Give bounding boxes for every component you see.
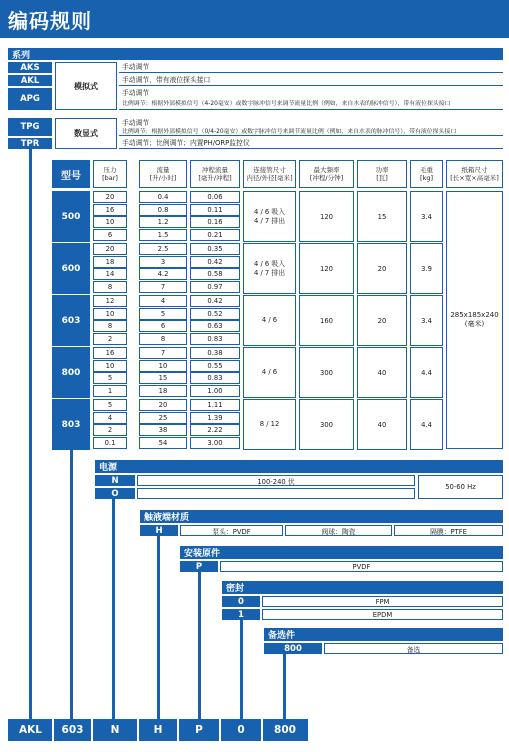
stroke-volume-cell: 2.22 bbox=[190, 424, 240, 436]
series-code-tpg: TPG bbox=[8, 118, 52, 136]
power-cell: 20 bbox=[357, 243, 407, 294]
power-header bbox=[95, 460, 503, 473]
header-tube: 连接管尺寸 内径/外径[毫米] bbox=[243, 160, 296, 188]
model-header: 型号 bbox=[52, 160, 90, 188]
pressure-cell: 1 bbox=[93, 385, 127, 397]
stroke-volume-cell: 0.35 bbox=[190, 243, 240, 255]
weight-cell: 3.9 bbox=[410, 243, 443, 294]
power-cell: 40 bbox=[357, 347, 407, 398]
seal-header-label: 密封 bbox=[226, 584, 245, 594]
tube-size-cell: 8 / 12 bbox=[243, 399, 296, 450]
pressure-cell: 5 bbox=[93, 372, 127, 384]
flow-cell: 18 bbox=[139, 385, 187, 397]
header-stroke-volume: 冲程流量 [毫升/冲程] bbox=[190, 160, 240, 188]
stroke-volume-cell: 1.11 bbox=[190, 399, 240, 411]
stroke-volume-cell: 0.55 bbox=[190, 360, 240, 372]
pressure-cell: 10 bbox=[93, 360, 127, 372]
flow-cell: 38 bbox=[139, 424, 187, 436]
power-blank-cell bbox=[137, 488, 415, 499]
mounting-value: PVDF bbox=[220, 561, 503, 572]
series-desc-tpg-2: 比例调节：根据外部模拟信号（0/4-20毫安）或数字脉冲信号来调节流量比例（例如，来自水表的脉冲信号），带有液位探头接口 bbox=[119, 127, 503, 136]
series-desc-aks: 手动调节 bbox=[119, 62, 503, 73]
wetted-connector-line bbox=[157, 536, 160, 719]
stroke-volume-cell: 0.58 bbox=[190, 268, 240, 280]
series-header bbox=[8, 48, 503, 60]
series-connector-line bbox=[29, 149, 32, 719]
bottom-code-mounting: P bbox=[178, 719, 220, 741]
series-code-tpr: TPR bbox=[8, 138, 52, 149]
model-code: 500 bbox=[52, 191, 90, 242]
pressure-cell: 20 bbox=[93, 243, 127, 255]
pressure-cell: 14 bbox=[93, 268, 127, 280]
pressure-cell: 8 bbox=[93, 281, 127, 293]
pressure-cell: 20 bbox=[93, 191, 127, 203]
flow-cell: 4.2 bbox=[139, 268, 187, 280]
pressure-cell: 16 bbox=[93, 347, 127, 359]
tube-size-cell: 4 / 6 bbox=[243, 347, 296, 398]
stroke-volume-cell: 0.06 bbox=[190, 191, 240, 203]
stroke-volume-cell: 1.39 bbox=[190, 412, 240, 424]
flow-cell: 8 bbox=[139, 333, 187, 345]
pressure-cell: 6 bbox=[93, 229, 127, 241]
bottom-sep bbox=[177, 719, 179, 741]
stroke-volume-cell: 0.38 bbox=[190, 347, 240, 359]
bottom-code-model: 603 bbox=[53, 719, 92, 741]
flow-cell: 7 bbox=[139, 281, 187, 293]
series-code-akl: AKL bbox=[8, 75, 52, 86]
wetted-header-label: 触液端材质 bbox=[144, 513, 190, 523]
power-code-n: N bbox=[95, 475, 135, 486]
flow-cell: 5 bbox=[139, 308, 187, 320]
max-frequency-cell: 300 bbox=[299, 399, 354, 450]
options-header bbox=[264, 628, 503, 641]
seal-header bbox=[222, 581, 503, 594]
pressure-cell: 10 bbox=[93, 308, 127, 320]
series-desc-tpr: 手动调节；比例调节；内置PH/ORP监控仪 bbox=[119, 138, 503, 149]
wetted-pump-head: 泵头：PVDF bbox=[180, 525, 283, 536]
wetted-valve-ball: 阀球：陶瓷 bbox=[285, 525, 392, 536]
bottom-sep bbox=[91, 719, 93, 741]
analog-label: 模拟式 bbox=[55, 62, 117, 110]
flow-cell: 1.5 bbox=[139, 229, 187, 241]
seal-value-fpm: FPM bbox=[262, 596, 503, 607]
power-voltage: 100-240 伏 bbox=[137, 475, 415, 486]
flow-cell: 0.8 bbox=[139, 204, 187, 216]
series-header-label: 系列 bbox=[12, 50, 31, 61]
series-desc-tpg-1: 手动调节 bbox=[122, 119, 150, 127]
power-frequency: 50-60 Hz bbox=[418, 475, 503, 499]
title-bar bbox=[0, 0, 509, 38]
pressure-cell: 12 bbox=[93, 295, 127, 307]
flow-cell: 2.5 bbox=[139, 243, 187, 255]
series-desc-apg-1: 手动调节 bbox=[122, 89, 150, 97]
power-header-label: 电源 bbox=[99, 463, 118, 473]
header-max-frequency: 最大频率 [冲程/分钟] bbox=[299, 160, 354, 188]
flow-cell: 20 bbox=[139, 399, 187, 411]
max-frequency-cell: 120 bbox=[299, 191, 354, 242]
bottom-code-series: AKL bbox=[8, 719, 53, 741]
series-desc-akl: 手动调节，带有液位探头接口 bbox=[119, 75, 503, 86]
options-connector-line bbox=[283, 654, 286, 719]
model-connector-line bbox=[70, 449, 73, 719]
pressure-cell: 18 bbox=[93, 256, 127, 268]
flow-cell: 0.4 bbox=[139, 191, 187, 203]
model-code: 803 bbox=[52, 399, 90, 450]
seal-code-0: 0 bbox=[222, 596, 260, 607]
pressure-cell: 16 bbox=[93, 204, 127, 216]
model-code: 800 bbox=[52, 347, 90, 398]
stroke-volume-cell: 0.52 bbox=[190, 308, 240, 320]
stroke-volume-cell: 0.83 bbox=[190, 333, 240, 345]
options-value: 备选 bbox=[324, 643, 503, 654]
bottom-code-wetted: H bbox=[138, 719, 178, 741]
stroke-volume-cell: 0.63 bbox=[190, 320, 240, 332]
series-code-aks: AKS bbox=[8, 62, 52, 73]
digital-label: 数显式 bbox=[55, 118, 117, 149]
wetted-code-h: H bbox=[140, 525, 178, 536]
flow-cell: 54 bbox=[139, 437, 187, 449]
stroke-volume-cell: 0.83 bbox=[190, 372, 240, 384]
flow-cell: 4 bbox=[139, 295, 187, 307]
weight-cell: 3.4 bbox=[410, 295, 443, 346]
max-frequency-cell: 120 bbox=[299, 243, 354, 294]
tube-size-cell: 4 / 6 吸入 4 / 7 排出 bbox=[243, 191, 296, 242]
seal-value-epdm: EPDM bbox=[262, 609, 503, 620]
power-connector-line bbox=[112, 499, 115, 719]
header-pressure: 压力 [bar] bbox=[93, 160, 127, 188]
stroke-volume-cell: 3.00 bbox=[190, 437, 240, 449]
bottom-sep bbox=[52, 719, 54, 741]
tube-size-cell: 4 / 6 吸入 4 / 7 排出 bbox=[243, 243, 296, 294]
mounting-code-p: P bbox=[180, 561, 218, 572]
stroke-volume-cell: 0.42 bbox=[190, 295, 240, 307]
stroke-volume-cell: 0.16 bbox=[190, 216, 240, 228]
bottom-sep bbox=[137, 719, 139, 741]
weight-cell: 4.4 bbox=[410, 347, 443, 398]
seal-connector-line bbox=[240, 620, 243, 719]
bottom-code-power: N bbox=[92, 719, 138, 741]
mounting-header-label: 安装原件 bbox=[184, 549, 221, 559]
stroke-volume-cell: 0.21 bbox=[190, 229, 240, 241]
power-code-o: O bbox=[95, 488, 135, 499]
series-desc-apg-2: 比例调节：根据外部模拟信号（4-20毫安）或数字脉冲信号来调节流量比例（例如，来自水表的脉冲信号），带有液位探头接口 bbox=[119, 99, 503, 110]
box-size-value: 285x185x240 (毫米) bbox=[446, 191, 503, 449]
flow-cell: 6 bbox=[139, 320, 187, 332]
flow-cell: 7 bbox=[139, 347, 187, 359]
series-code-apg: APG bbox=[8, 88, 52, 110]
pressure-cell: 2 bbox=[93, 333, 127, 345]
page-title: 编码规则 bbox=[8, 9, 92, 33]
power-cell: 15 bbox=[357, 191, 407, 242]
wetted-header bbox=[140, 510, 503, 523]
mounting-header bbox=[180, 546, 503, 559]
header-flow: 流量 [升/小时] bbox=[139, 160, 187, 188]
pressure-cell: 0.1 bbox=[93, 437, 127, 449]
header-power: 功率 [瓦] bbox=[357, 160, 407, 188]
header-weight: 毛重 [kg] bbox=[410, 160, 443, 188]
max-frequency-cell: 300 bbox=[299, 347, 354, 398]
tube-size-cell: 4 / 6 bbox=[243, 295, 296, 346]
seal-code-1: 1 bbox=[222, 609, 260, 620]
flow-cell: 15 bbox=[139, 372, 187, 384]
stroke-volume-cell: 0.97 bbox=[190, 281, 240, 293]
weight-cell: 4.4 bbox=[410, 399, 443, 450]
flow-cell: 3 bbox=[139, 256, 187, 268]
mounting-connector-line bbox=[198, 572, 201, 719]
pressure-cell: 2 bbox=[93, 424, 127, 436]
model-code: 603 bbox=[52, 295, 90, 346]
stroke-volume-cell: 0.11 bbox=[190, 204, 240, 216]
max-frequency-cell: 160 bbox=[299, 295, 354, 346]
header-box-size: 纸箱尺寸 [长×宽×高毫米] bbox=[446, 160, 503, 188]
pressure-cell: 10 bbox=[93, 216, 127, 228]
pressure-cell: 8 bbox=[93, 320, 127, 332]
bottom-code-options: 800 bbox=[262, 719, 308, 741]
stroke-volume-cell: 1.00 bbox=[190, 385, 240, 397]
bottom-sep bbox=[261, 719, 263, 741]
flow-cell: 1.2 bbox=[139, 216, 187, 228]
model-code: 600 bbox=[52, 243, 90, 294]
bottom-code-seal: 0 bbox=[220, 719, 262, 741]
power-cell: 20 bbox=[357, 295, 407, 346]
options-code-800: 800 bbox=[264, 643, 322, 654]
options-header-label: 备选件 bbox=[268, 631, 296, 641]
weight-cell: 3.4 bbox=[410, 191, 443, 242]
flow-cell: 10 bbox=[139, 360, 187, 372]
power-cell: 40 bbox=[357, 399, 407, 450]
bottom-sep bbox=[219, 719, 221, 741]
wetted-diaphragm: 隔膜：PTFE bbox=[394, 525, 503, 536]
pressure-cell: 4 bbox=[93, 412, 127, 424]
flow-cell: 25 bbox=[139, 412, 187, 424]
pressure-cell: 5 bbox=[93, 399, 127, 411]
stroke-volume-cell: 0.42 bbox=[190, 256, 240, 268]
